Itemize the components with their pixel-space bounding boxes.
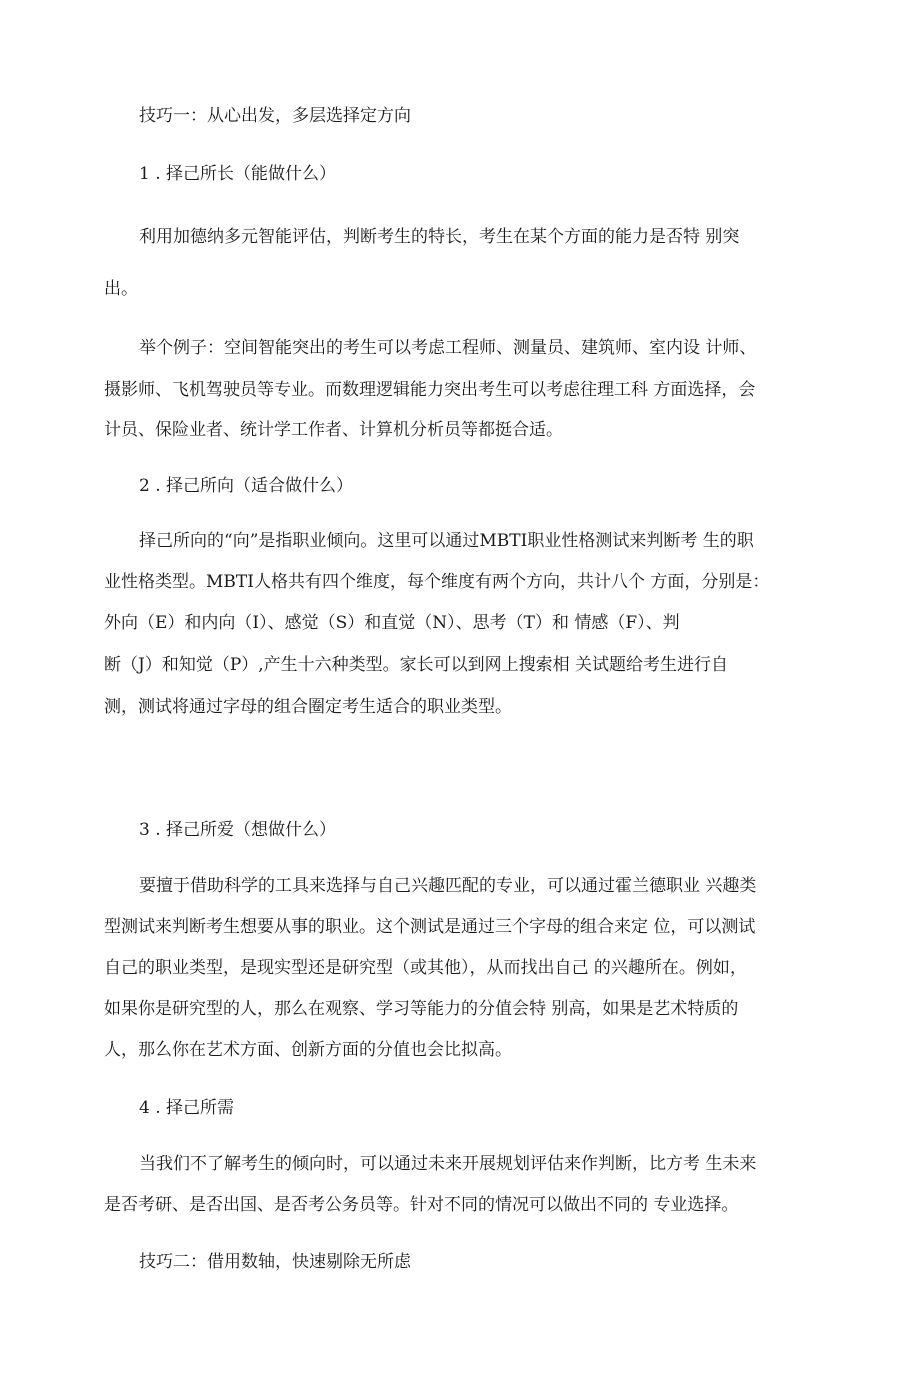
section-2-paragraph-line-4: 断（J）和知觉（P）,产生十六种类型。家长可以到网上搜索相 关试题给考生进行自 (104, 655, 729, 675)
section-2-paragraph-line-5: 测，测试将通过字母的组合圈定考生适合的职业类型。 (104, 697, 512, 717)
section-2-title: 2 . 择己所向（适合做什么） (139, 476, 354, 496)
section-4-title: 4 . 择己所需 (139, 1098, 235, 1118)
section-2-paragraph-line-3: 外向（E）和内向（I）、感觉（S）和直觉（N）、思考（T）和 情感（F）、判 (104, 613, 680, 633)
section-3-paragraph-line-5: 人，那么你在艺术方面、创新方面的分值也会比拟高。 (104, 1040, 512, 1060)
section-1-paragraph-1-line-2: 出。 (104, 279, 138, 299)
heading-tip-two: 技巧二：借用数轴，快速剔除无所虑 (139, 1252, 411, 1272)
section-1-paragraph-1-line-1: 利用加德纳多元智能评估，判断考生的特长，考生在某个方面的能力是否特 别突 (139, 227, 740, 247)
section-4-paragraph-line-1: 当我们不了解考生的倾向时，可以通过未来开展规划评估来作判断，比方考 生未来 (139, 1154, 757, 1174)
section-3-paragraph-line-1: 要擅于借助科学的工具来选择与自己兴趣匹配的专业，可以通过霍兰德职业 兴趣类 (139, 876, 757, 896)
section-3-paragraph-line-2: 型测试来判断考生想要从事的职业。这个测试是通过三个字母的组合来定 位，可以测试 (104, 917, 756, 937)
section-1-paragraph-2-line-3: 计员、保险业者、统计学工作者、计算机分析员等都挺合适。 (104, 420, 563, 440)
section-1-paragraph-2-line-1: 举个例子：空间智能突出的考生可以考虑工程师、测量员、建筑师、室内设 计师、 (139, 338, 757, 358)
section-2-paragraph-line-2: 业性格类型。MBTI人格共有四个维度，每个维度有两个方向，共计八个 方面，分别是： (104, 572, 770, 592)
heading-tip-one: 技巧一：从心出发，多层选择定方向 (139, 106, 411, 126)
section-4-paragraph-line-2: 是否考研、是否出国、是否考公务员等。针对不同的情况可以做出不同的 专业选择。 (104, 1195, 739, 1215)
section-2-paragraph-line-1: 择己所向的“向”是指职业倾向。这里可以通过MBTI职业性格测试来判断考 生的职 (139, 531, 754, 551)
section-1-paragraph-2-line-2: 摄影师、飞机驾驶员等专业。而数理逻辑能力突出考生可以考虑往理工科 方面选择，会 (104, 380, 756, 400)
section-3-title: 3 . 择己所爱（想做什么） (139, 820, 337, 840)
section-3-paragraph-line-3: 自己的职业类型，是现实型还是研究型（或其他），从而找出自己 的兴趣所在。例如， (104, 958, 747, 978)
section-1-title: 1 . 择己所长（能做什么） (139, 164, 337, 184)
section-3-paragraph-line-4: 如果你是研究型的人，那么在观察、学习等能力的分值会特 别高，如果是艺术特质的 (104, 999, 739, 1019)
